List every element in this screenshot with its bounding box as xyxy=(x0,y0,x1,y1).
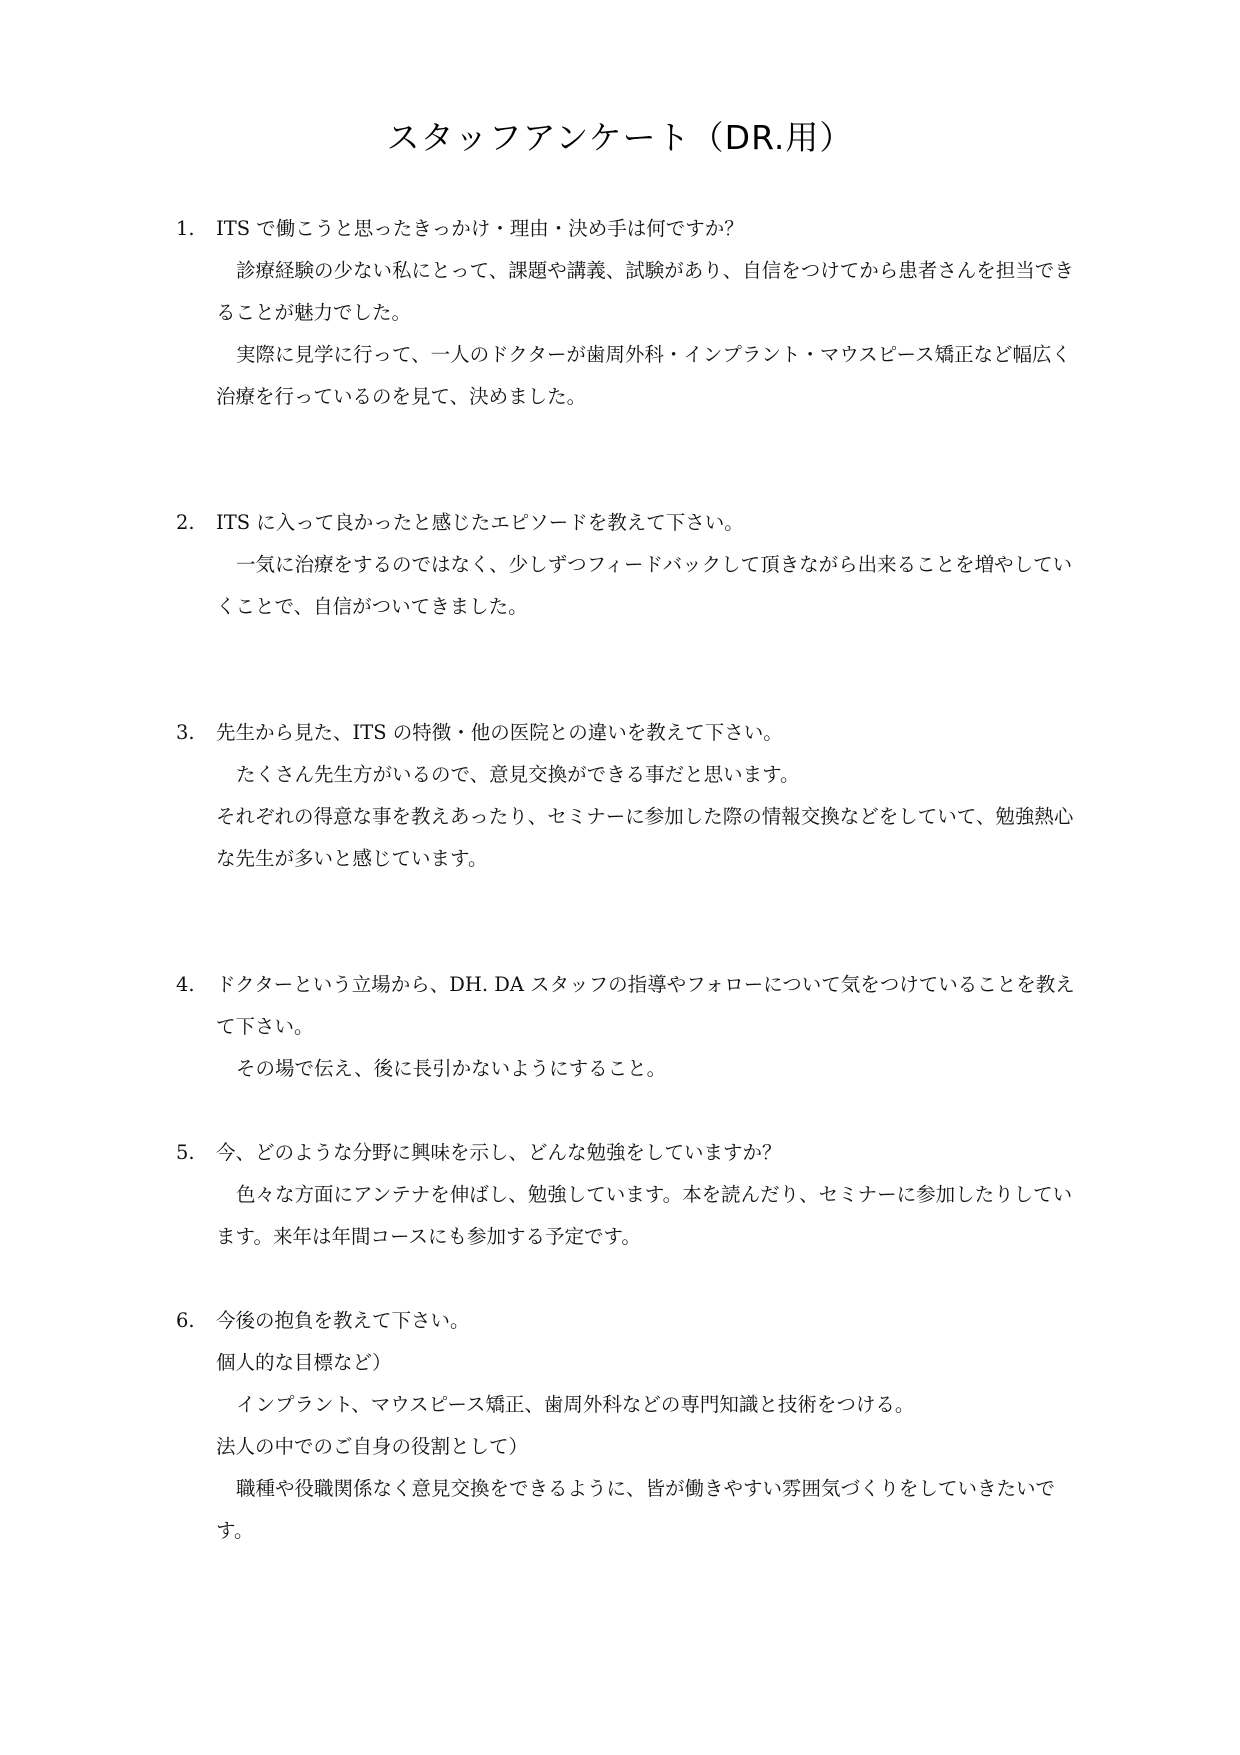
answer-paragraph: 一気に治療をするのではなく、少しずつフィードバックして頂きながら出来ることを増やしていくことで、自信がついてきました。 xyxy=(216,553,1073,618)
answer-block xyxy=(216,1048,1086,1090)
answer-paragraph: インプラント、マウスピース矯正、歯周外科などの専門知識と技術をつける。 xyxy=(236,1393,915,1416)
answer-paragraph: その場で伝え、後に長引かないようにすること。 xyxy=(236,1057,667,1080)
page-title: スタッフアンケート（DR.用） xyxy=(386,118,854,157)
answer-paragraph: 職種や役職関係なく意見交換をできるように、皆が働きやすい雰囲気づくりをしていきたいです。 xyxy=(216,1477,1056,1542)
question-number: 2. xyxy=(176,511,195,534)
question-text: ドクターという立場から、DH. DA スタッフの指導やフォローについて気をつけていることを教えて下さい。 xyxy=(216,973,1075,1038)
answer-block xyxy=(216,1342,1086,1552)
answer-block xyxy=(216,754,1086,880)
question-number: 4. xyxy=(176,973,195,996)
answer-paragraph: 診療経験の少ない私にとって、課題や講義、試験があり、自信をつけてから患者さんを担当できることが魅力でした。 xyxy=(216,259,1074,324)
answer-paragraph: 実際に見学に行って、一人のドクターが歯周外科・インプラント・マウスピース矯正など幅広く治療を行っているのを見て、決めました。 xyxy=(216,343,1071,408)
question-number: 6. xyxy=(176,1309,195,1332)
section-label: 個人的な目標など） xyxy=(216,1351,392,1374)
answer-block xyxy=(216,250,1086,418)
question-number: 5. xyxy=(176,1141,195,1164)
question-number: 1. xyxy=(176,217,195,240)
question-text: ITS に入って良かったと感じたエピソードを教えて下さい。 xyxy=(216,511,744,534)
section-label: 法人の中でのご自身の役割として） xyxy=(216,1435,529,1458)
question-item xyxy=(176,502,1086,628)
answer-block xyxy=(216,544,1086,628)
question-number: 3. xyxy=(176,721,195,744)
question-item xyxy=(176,712,1086,880)
question-text: 今、どのような分野に興味を示し、どんな勉強をしていますか？ xyxy=(216,1141,782,1164)
answer-paragraph: それぞれの得意な事を教えあったり、セミナーに参加した際の情報交換などをしていて、勉強熱心な先生が多いと感じています。 xyxy=(216,805,1074,870)
question-text: ITS で働こうと思ったきっかけ・理由・決め手は何ですか？ xyxy=(216,217,744,240)
question-item xyxy=(176,964,1086,1090)
question-item xyxy=(176,208,1086,418)
answer-paragraph: 色々な方面にアンテナを伸ばし、勉強しています。本を読んだり、セミナーに参加したりしています。来年は年間コースにも参加する予定です。 xyxy=(216,1183,1073,1248)
answer-paragraph: たくさん先生方がいるので、意見交換ができる事だと思います。 xyxy=(236,763,800,786)
question-text: 今後の抱負を教えて下さい。 xyxy=(216,1309,470,1332)
question-item xyxy=(176,1132,1086,1258)
answer-block xyxy=(216,1174,1086,1258)
question-text: 先生から見た、ITS の特徴・他の医院との違いを教えて下さい。 xyxy=(216,721,783,744)
question-item xyxy=(176,1300,1086,1552)
